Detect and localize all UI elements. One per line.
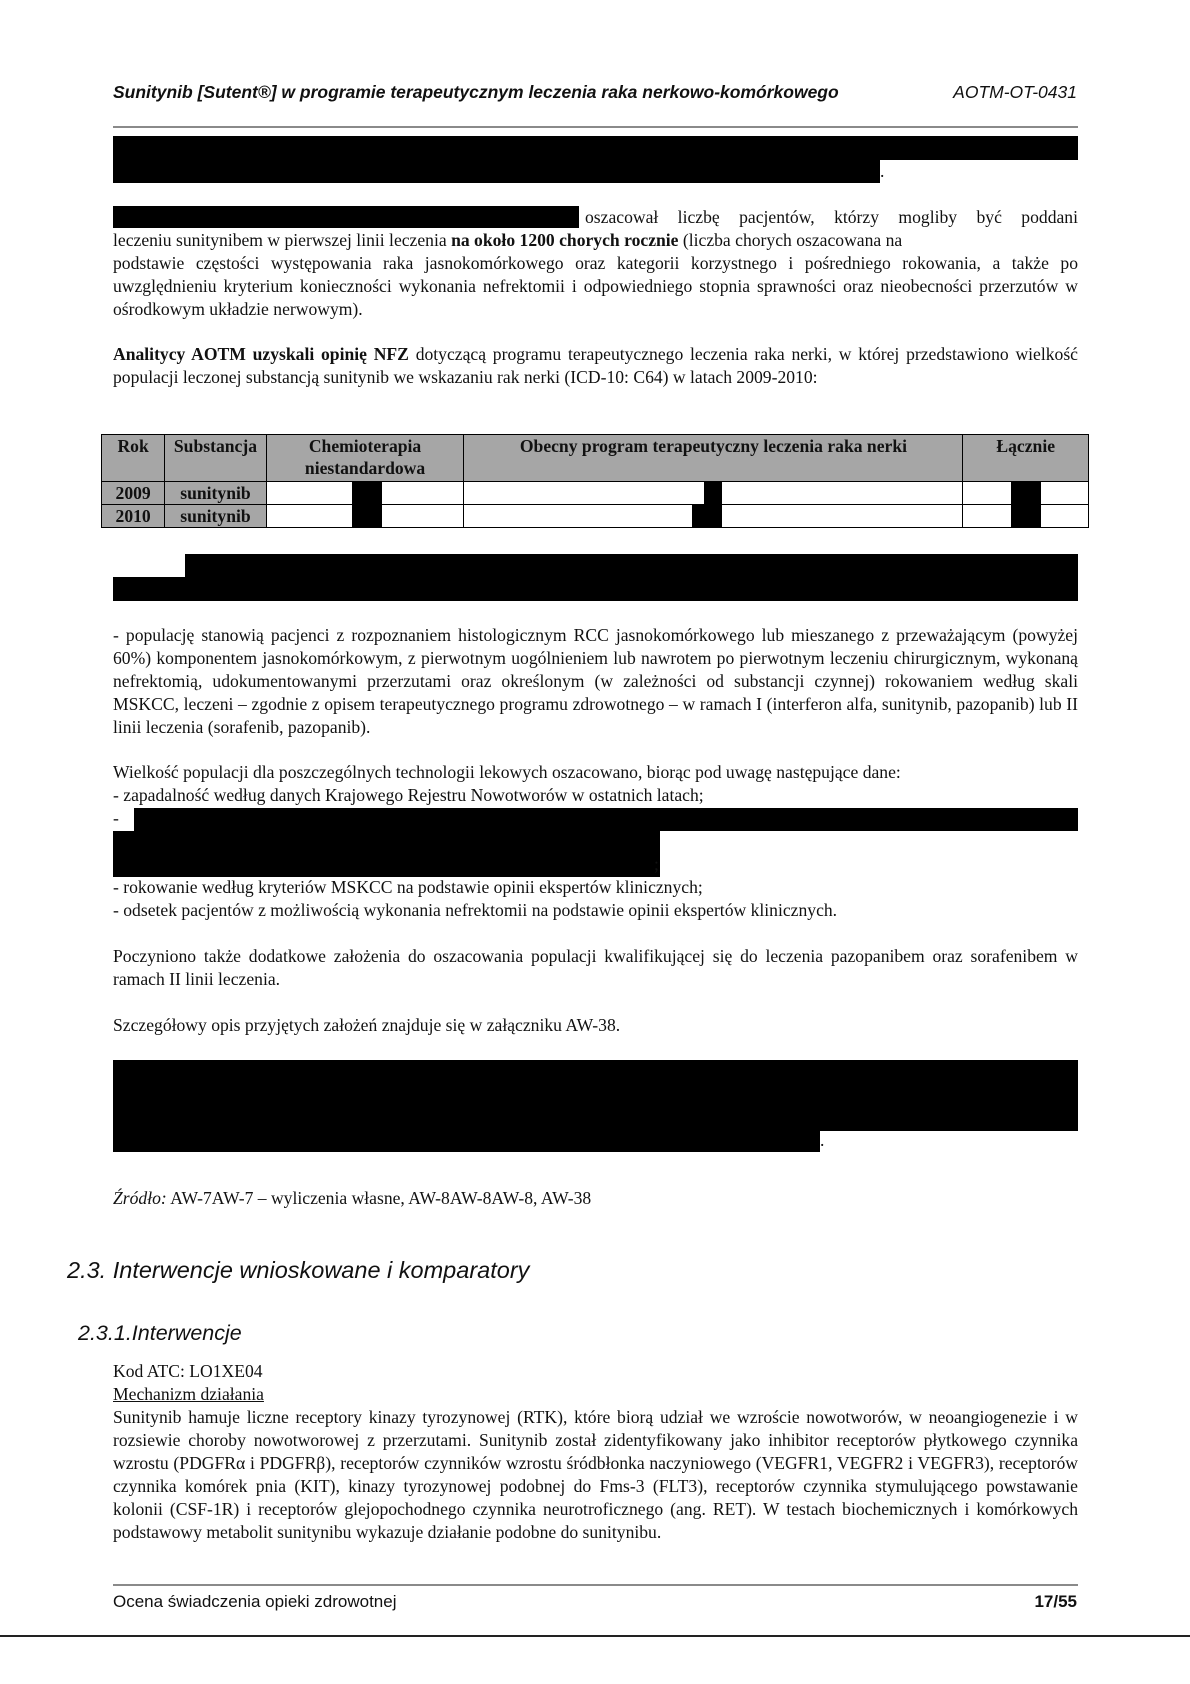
header-title: Sunitynib [Sutent®] w programie terapeutycznym leczenia raka nerkowo-komórkowego — [113, 82, 839, 102]
substance-cell: sunitynib — [165, 505, 266, 528]
redacted-cell — [704, 482, 722, 505]
page-edge — [0, 1635, 1190, 1637]
header-divider — [113, 126, 1078, 128]
mechanism-title: Mechanizm działania — [113, 1384, 264, 1404]
section-heading: 2.3. Interwencje wnioskowane i komparatory — [67, 1257, 530, 1283]
redaction-block — [113, 158, 880, 183]
paragraph-text: oszacował liczbę pacjentów, którzy mogliby być poddani — [585, 207, 1078, 227]
paragraph-text: Szczegółowy opis przyjętych założeń znajduje się w załączniku AW-38. — [113, 1015, 621, 1035]
paragraph-text: podstawie częstości występowania raka jasnokomórkowego oraz kategorii korzystnego i pośredniego rokowania, a także po uwzględnieniu kryterium konieczności wykonania nefrektomii i odpowiedniego stopnia sprawności oraz nieobecności przerzutów w ośrodkowym układzie nerwowym). — [113, 253, 1078, 319]
table-row — [102, 505, 1089, 528]
redacted-cell — [692, 505, 722, 527]
redaction-block — [113, 831, 660, 877]
redaction-block — [113, 1060, 1078, 1131]
paragraph-text: Poczyniono także dodatkowe założenia do oszacowania populacji kwalifikującej się do leczenia pazopanibem oraz sorafenibem w ramach II linii leczenia. — [113, 946, 1078, 989]
column-header: Substancja — [165, 435, 266, 482]
paragraph-text: leczeniu sunitynibem w pierwszej linii leczenia na około 1200 chorych rocznie (liczba chorych oszacowana na — [113, 230, 903, 250]
redacted-cell — [352, 482, 382, 505]
redaction-block — [185, 554, 1078, 601]
column-header: Rok — [102, 435, 165, 482]
year-cell: 2009 — [102, 482, 165, 505]
list-item: - odsetek pacjentów z możliwością wykonania nefrektomii na podstawie opinii ekspertów klinicznych. — [113, 900, 838, 920]
population-table — [101, 434, 1089, 528]
redaction-block — [113, 136, 1078, 160]
paragraph-text: Analitycy AOTM uzyskali opinię NFZ dotyczącą programu terapeutycznego leczenia raka nerki, w której przedstawiono wielkość populacji leczonej substancją sunitynib we wskazaniu rak nerki (ICD-10: C64) w latach 2009-2010: — [113, 344, 1078, 387]
redaction-block — [134, 808, 1078, 831]
column-header: Łącznie — [963, 435, 1089, 482]
footer-text: Ocena świadczenia opieki zdrowotnej — [113, 1592, 397, 1611]
list-item: - — [113, 808, 119, 828]
redaction-block — [113, 1130, 820, 1152]
paragraph-text: Wielkość populacji dla poszczególnych technologii lekowych oszacowano, biorąc pod uwagę następujące dane: — [113, 762, 901, 782]
source-note: Źródło: AW-7AW-7 – wyliczenia własne, AW-8AW-8AW-8, AW-38 — [113, 1188, 592, 1208]
redacted-cell — [1011, 505, 1041, 528]
redaction-block — [113, 577, 185, 601]
header-code: AOTM-OT-0431 — [953, 82, 1077, 102]
list-item: - zapadalność według danych Krajowego Rejestru Nowotworów w ostatnich latach; — [113, 785, 704, 805]
column-header: Chemioterapia niestandardowa — [266, 435, 464, 482]
column-header: Obecny program terapeutyczny leczenia raka nerki — [464, 435, 963, 482]
atc-code: Kod ATC: LO1XE04 — [113, 1361, 263, 1381]
footer-divider — [113, 1584, 1078, 1586]
page-number: 17/55 — [1034, 1592, 1077, 1611]
redaction-block — [113, 206, 579, 228]
subsection-heading: 2.3.1.Interwencje — [78, 1321, 242, 1345]
redacted-cell — [1011, 482, 1041, 505]
table-row — [102, 482, 1089, 505]
list-item: - rokowanie według kryteriów MSKCC na podstawie opinii ekspertów klinicznych; — [113, 877, 703, 897]
substance-cell: sunitynib — [165, 482, 266, 505]
mechanism-text: Sunitynib hamuje liczne receptory kinazy tyrozynowej (RTK), które biorą udział we wzroście nowotworów, w neoangiogenezie i w rozsiewie choroby nowotworowej z przerzutami. Sunitynib został zidentyfikowany jako inhibitor receptorów płytkowego czynnika wzrostu (PDGFRα i PDGFRβ), receptorów czynników wzrostu śródbłonka naczyniowego (VEGFR1, VEGFR2 i VEGFR3), receptorów czynnika komórek pnia (KIT), kinazy tyrozynowej podobnej do Fms-3 (FLT3), receptorów czynnika stymulującego powstawanie kolonii (CSF-1R) i receptorów glejopochodnego czynnika neurotroficznego (ang. RET). W testach biochemicznych i komórkowych podstawowy metabolit sunitynibu wykazuje działanie podobne do sunitynibu. — [113, 1407, 1078, 1542]
year-cell: 2010 — [102, 505, 165, 528]
redacted-cell — [352, 505, 382, 528]
paragraph-text: - populację stanowią pacjenci z rozpoznaniem histologicznym RCC jasnokomórkowego lub mieszanego z przeważającym (powyżej 60%) komponentem jasnokomórkowym, z pierwotnym uogólnieniem lub nawrotem po pierwotnym leczeniu chirurgicznym, wykonaną nefrektomią, udokumentowanymi przerzutami oraz określonym (w zależności od substancji czynnej) rokowaniem według skali MSKCC, leczeni – zgodnie z opisem terapeutycznego programu zdrowotnego – w ramach I (interferon alfa, sunitynib, pazopanib) lub II linii leczenia (sorafenib, pazopanib). — [113, 625, 1078, 737]
